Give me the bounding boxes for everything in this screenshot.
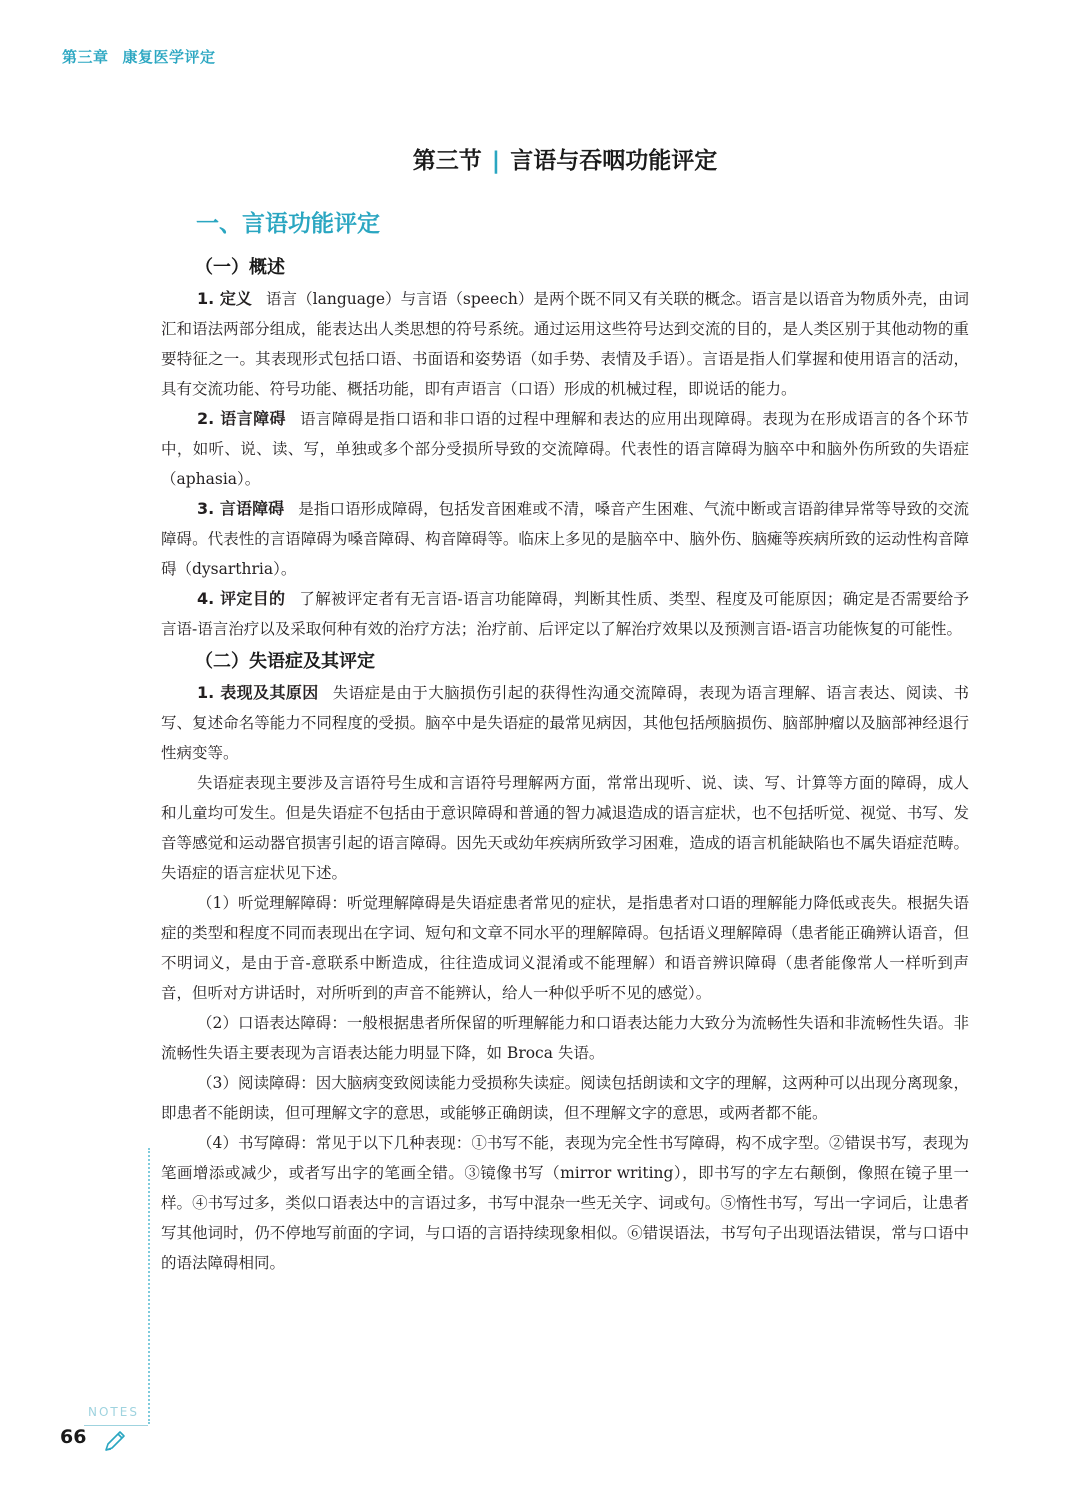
paragraph xyxy=(161,1068,969,1128)
paragraph xyxy=(161,284,969,404)
paragraph-keyword: 3. 言语障碍 xyxy=(197,499,285,518)
paragraph-text: （4）书写障碍：常见于以下几种表现：①书写不能，表现为完全性书写障碍，构不成字型。②错误书写，表现为笔画增添或减少，或者写出字的笔画全错。③镜像书写（mirror writing），即书写的字左右颠倒，像照在镜子里一样。④书写过多，类似口语表达中的言语过多，书写中混杂一些无关字、词或句。⑤惰性书写，写出一字词后，让患者写其他词时，仍不停地写前面的字词，与口语的言语持续现象相似。⑥错误语法，书写句子出现语法错误，常与口语中的语法障碍相同。 xyxy=(161,1134,969,1272)
section-name: 言语与吞咽功能评定 xyxy=(510,148,718,174)
paragraph-keyword: 1. 表现及其原因 xyxy=(197,683,319,702)
paragraph xyxy=(161,678,969,768)
section-number: 第三节 xyxy=(412,148,482,174)
notes-label: NOTES xyxy=(88,1405,139,1419)
chapter-label: 第三章 xyxy=(62,48,109,66)
notes-rule xyxy=(84,1425,148,1426)
paragraph-keyword: 2. 语言障碍 xyxy=(197,409,286,428)
paragraph xyxy=(161,404,969,494)
paragraph xyxy=(161,888,969,1008)
paragraph-text: （2）口语表达障碍：一般根据患者所保留的听理解能力和口语表达能力大致分为流畅性失语和非流畅性失语。非流畅性失语主要表现为言语表达能力明显下降，如 Broca 失语。 xyxy=(161,1014,969,1062)
notes-margin-line xyxy=(148,1148,150,1424)
paragraph-text: 了解被评定者有无言语-语言功能障碍，判断其性质、类型、程度及可能原因；确定是否需要给予言语-语言治疗以及采取何种有效的治疗方法；治疗前、后评定以了解治疗效果以及预测言语-语言功能恢复的可能性。 xyxy=(161,590,969,638)
pencil-icon xyxy=(102,1428,128,1454)
paragraph xyxy=(161,584,969,644)
paragraph-text: 失语症是由于大脑损伤引起的获得性沟通交流障碍，表现为语言理解、语言表达、阅读、书写、复述命名等能力不同程度的受损。脑卒中是失语症的最常见病因，其他包括颅脑损伤、脑部肿瘤以及脑部神经退行性病变等。 xyxy=(161,684,969,762)
paragraph-keyword: 4. 评定目的 xyxy=(197,589,286,608)
paragraph-text: 语言（language）与言语（speech）是两个既不同又有关联的概念。语言是以语音为物质外壳，由词汇和语法两部分组成，能表达出人类思想的符号系统。通过运用这些符号达到交流的目的，是人类区别于其他动物的重要特征之一。其表现形式包括口语、书面语和姿势语（如手势、表情及手语）。言语是指人们掌握和使用语言的活动，具有交流功能、符号功能、概括功能，即有声语言（口语）形成的机械过程，即说话的能力。 xyxy=(161,290,969,398)
paragraph-text: 是指口语形成障碍，包括发音困难或不清，嗓音产生困难、气流中断或言语韵律异常等导致的交流障碍。代表性的言语障碍为嗓音障碍、构音障碍等。临床上多见的是脑卒中、脑外伤、脑瘫等疾病所致的运动性构音障碍（dysarthria）。 xyxy=(161,500,969,578)
page-number: 66 xyxy=(60,1426,87,1448)
paragraph xyxy=(161,1008,969,1068)
paragraph-text: （3）阅读障碍：因大脑病变致阅读能力受损称失读症。阅读包括朗读和文字的理解，这两种可以出现分离现象，即患者不能朗读，但可理解文字的意思，或能够正确朗读，但不理解文字的意思，或两者都不能。 xyxy=(161,1074,969,1122)
paragraph-text: 失语症表现主要涉及言语符号生成和言语符号理解两方面，常常出现听、说、读、写、计算等方面的障碍，成人和儿童均可发生。但是失语症不包括由于意识障碍和普通的智力减退造成的语言症状，也不包括听觉、视觉、书写、发音等感觉和运动器官损害引起的语言障碍。因先天或幼年疾病所致学习困难，造成的语言机能缺陷也不属失语症范畴。失语症的语言症状见下述。 xyxy=(161,774,969,882)
paragraph xyxy=(161,768,969,888)
paragraph-text: （1）听觉理解障碍：听觉理解障碍是失语症患者常见的症状，是指患者对口语的理解能力降低或丧失。根据失语症的类型和程度不同而表现出在字词、短句和文章不同水平的理解障碍。包括语义理解障碍（患者能正确辨认语音，但不明词义，是由于音-意联系中断造成，往往造成词义混淆或不能理解）和语音辨识障碍（患者能像常人一样听到声音，但听对方讲话时，对所听到的声音不能辨认，给人一种似乎听不见的感觉）。 xyxy=(161,894,969,1002)
paragraph xyxy=(161,1128,969,1278)
heading-1: 一、言语功能评定 xyxy=(196,211,380,237)
paragraph-text: 语言障碍是指口语和非口语的过程中理解和表达的应用出现障碍。表现为在形成语言的各个环节中，如听、说、读、写，单独或多个部分受损所导致的交流障碍。代表性的语言障碍为脑卒中和脑外伤所致的失语症（aphasia）。 xyxy=(161,410,969,488)
running-head xyxy=(62,46,216,67)
chapter-title: 康复医学评定 xyxy=(122,48,216,66)
title-divider: | xyxy=(491,148,501,174)
body-text xyxy=(161,250,969,1278)
subheading: （一）概述 xyxy=(195,257,285,278)
section-title xyxy=(0,142,1080,175)
paragraph-keyword: 1. 定义 xyxy=(197,289,252,308)
paragraph xyxy=(161,494,969,584)
subheading: （二）失语症及其评定 xyxy=(195,651,375,672)
